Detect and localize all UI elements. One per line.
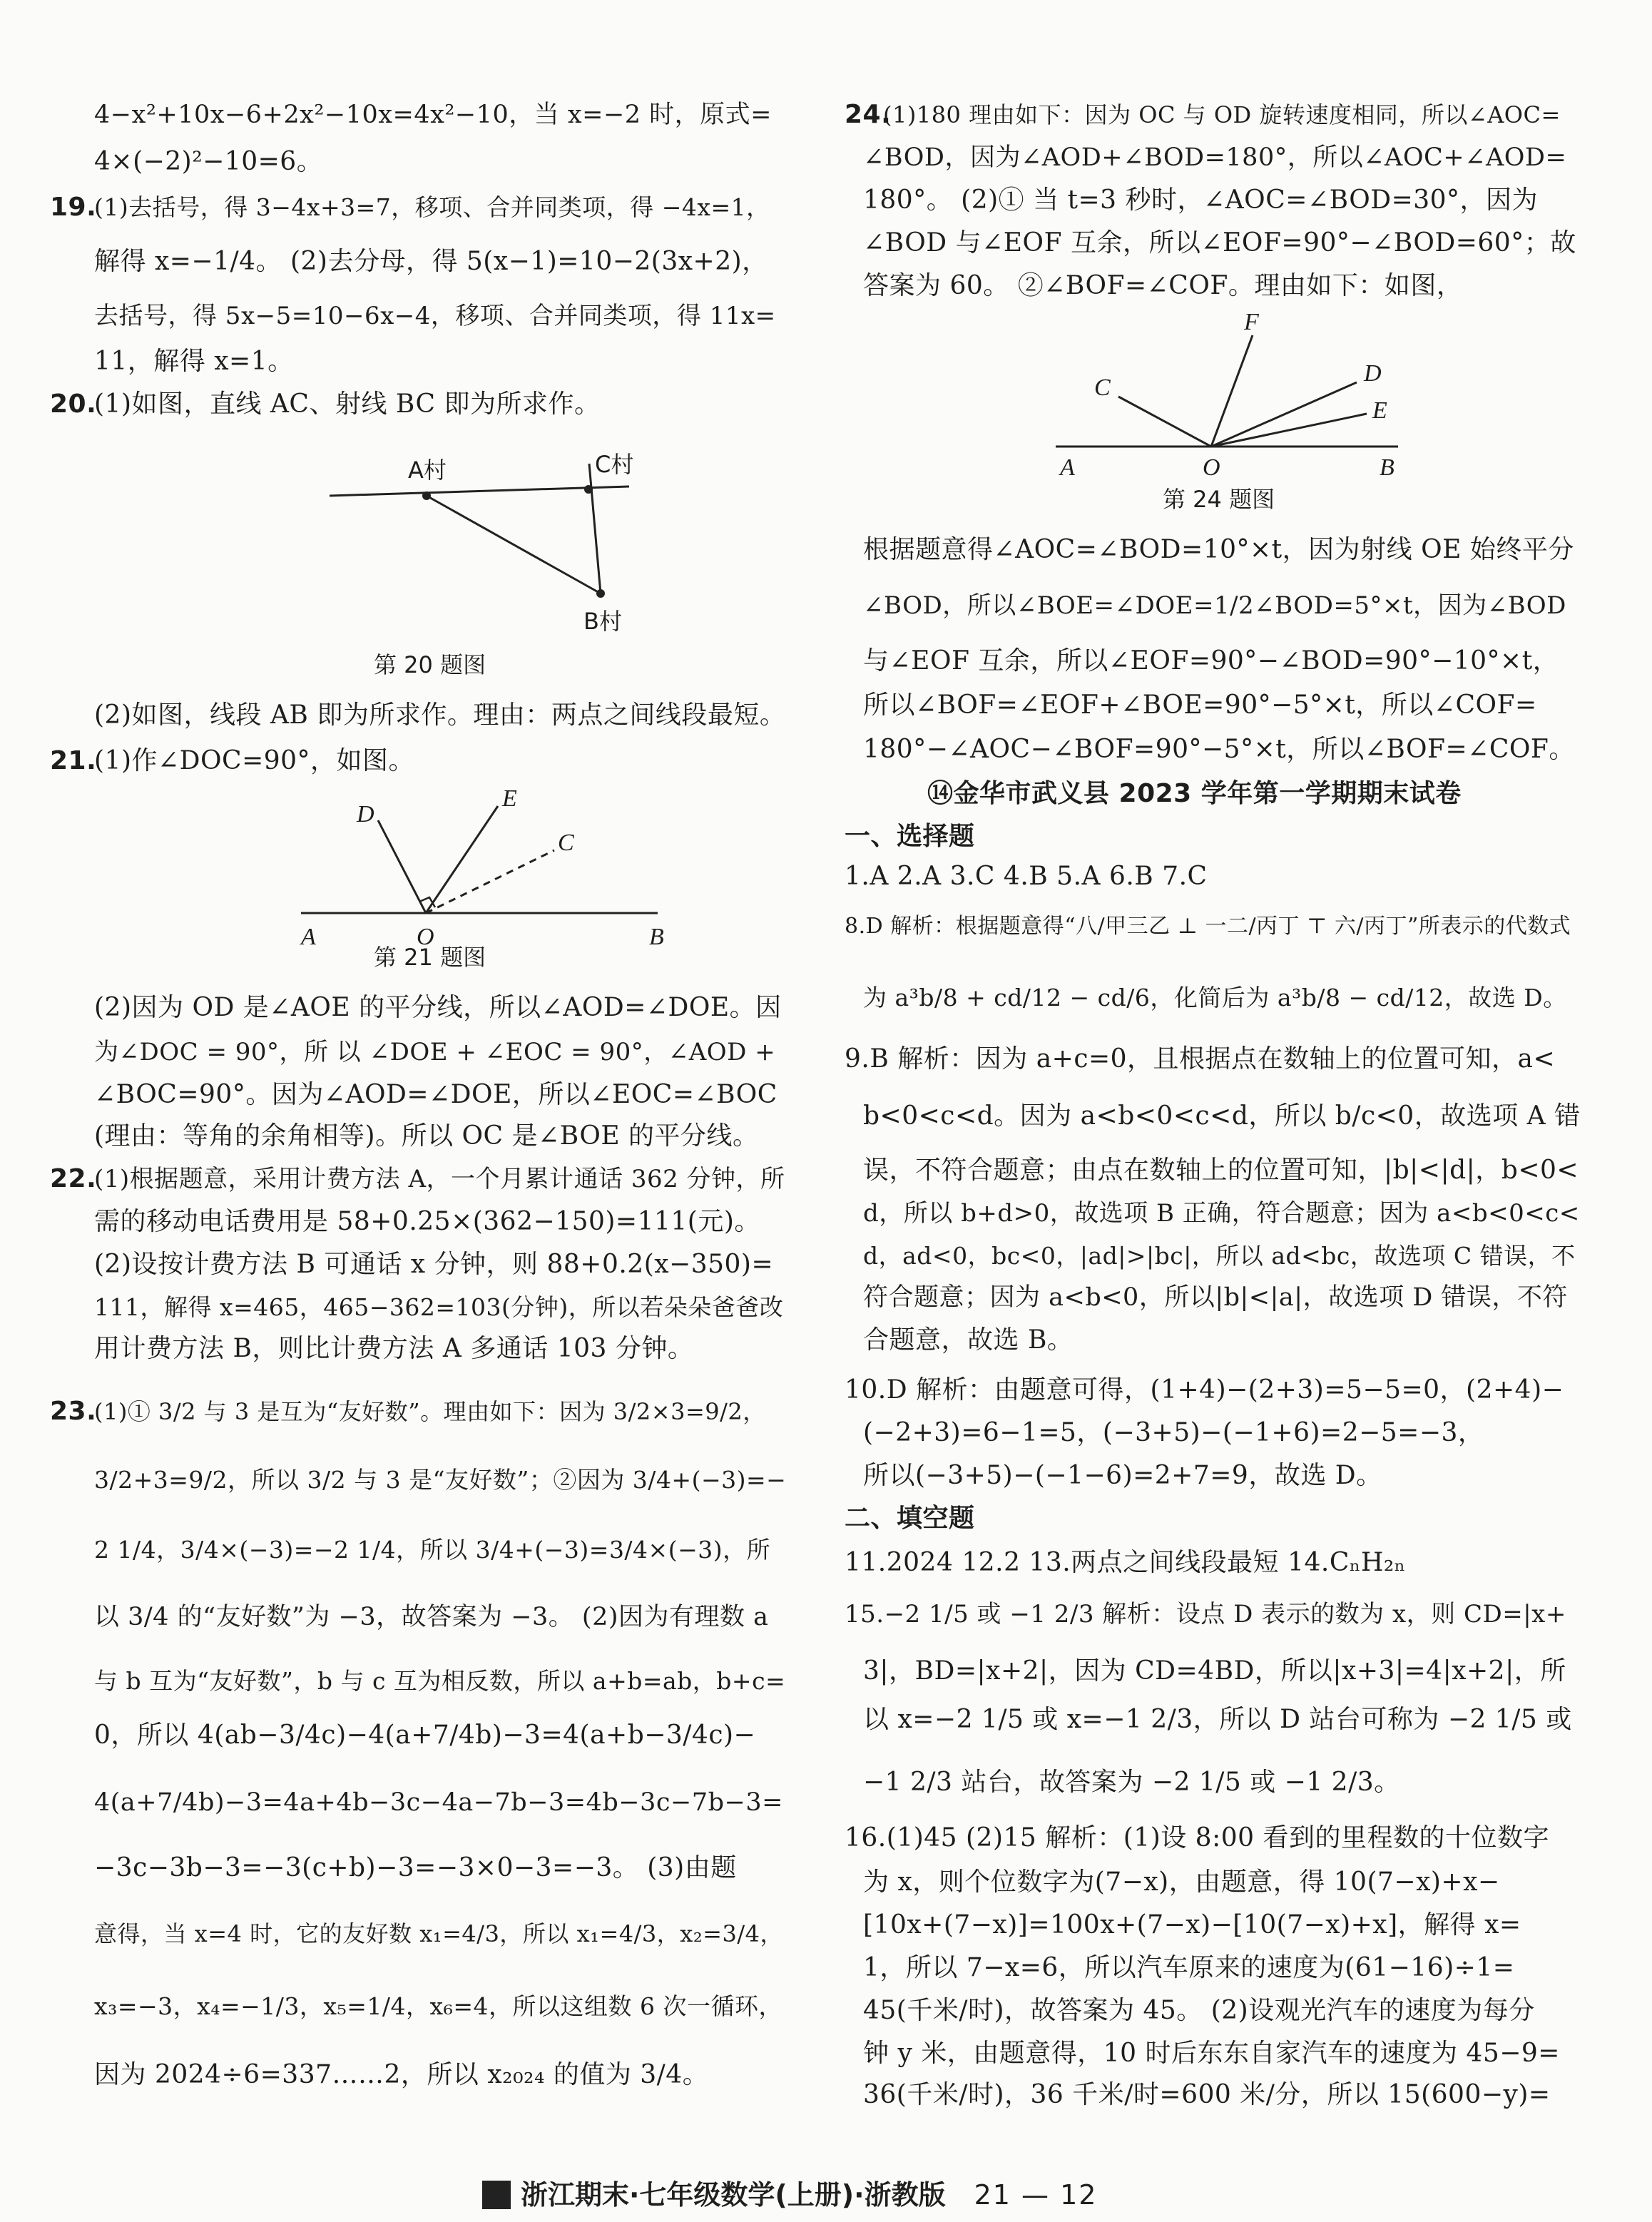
text-line: 符合题意；因为 a<b<0，所以|b|<|a|，故选项 D 错误，不符 xyxy=(863,1283,1568,1312)
text-line: 答案为 60。 ②∠BOF=∠COF。理由如下：如图， xyxy=(863,271,1463,300)
text-line: 180°−∠AOC−∠BOF=90°−5°×t，所以∠BOF=∠COF。 xyxy=(863,735,1575,764)
ray-of xyxy=(1211,335,1253,447)
question-number: 21. xyxy=(50,746,97,775)
text-line: 钟 y 米，由题意得，10 时后东东自家汽车的速度为 45−9= xyxy=(863,2039,1560,2068)
text-line: 误，不符合题意；由点在数轴上的位置可知，|b|<|d|，b<0< xyxy=(863,1156,1579,1185)
text-line: 0，所以 4(ab−3/4c)−4(a+7/4b)−3=4(a+b−3/4c)− xyxy=(94,1721,756,1750)
text-line: −1 2/3 站台，故答案为 −2 1/5 或 −1 2/3。 xyxy=(863,1768,1400,1797)
ray-oe xyxy=(1211,414,1367,447)
text-line: 15.−2 1/5 或 −1 2/3 解析：设点 D 表示的数为 x，则 CD=|x+ xyxy=(845,1600,1566,1629)
text-line: (1)① 3/2 与 3 是互为“友好数”。理由如下：因为 3/2×3=9/2， xyxy=(94,1398,766,1425)
text-line: 45(千米/时)，故答案为 45。 (2)设观光汽车的速度为每分 xyxy=(863,1996,1535,2025)
text-line: (1)根据题意，采用计费方法 A，一个月累计通话 362 分钟，所 xyxy=(94,1165,785,1193)
text-line: 1，所以 7−x=6，所以汽车原来的速度为(61−16)÷1= xyxy=(863,1953,1515,1982)
text-line: 因为 2024÷6=337……2，所以 x₂₀₂₄ 的值为 3/4。 xyxy=(94,2060,709,2089)
text-line: 1.A 2.A 3.C 4.B 5.A 6.B 7.C xyxy=(845,862,1208,891)
line-ac xyxy=(330,486,629,496)
text-line: 8.D 解析：根据题意得“八/甲三乙 ⊥ 一二/丙丁 ⊤ 六/丙丁”所表示的代数式 xyxy=(845,914,1571,939)
text-line: 16.(1)45 (2)15 解析：(1)设 8:00 看到的里程数的十位数字 xyxy=(845,1823,1549,1852)
label-b-village: B村 xyxy=(583,608,622,635)
label-f: F xyxy=(1244,309,1259,335)
text-line: 意得，当 x=4 时，它的友好数 x₁=4/3，所以 x₁=4/3，x₂=3/4， xyxy=(94,1920,783,1947)
label-d: D xyxy=(1364,360,1382,387)
label-c-village: C村 xyxy=(595,451,634,478)
text-line: d，所以 b+d>0，故选项 B 正确，符合题意；因为 a<b<0<c< xyxy=(863,1199,1580,1228)
text-line: (2)因为 OD 是∠AOE 的平分线，所以∠AOD=∠DOE。因 xyxy=(94,993,782,1022)
question-number: 23. xyxy=(50,1397,97,1426)
text-line: 11.2024 12.2 13.两点之间线段最短 14.CₙH₂ₙ xyxy=(845,1548,1406,1577)
text-line: (2)设按计费方法 B 可通话 x 分钟，则 88+0.2(x−350)= xyxy=(94,1250,774,1279)
text-line: 为∠DOC = 90°，所 以 ∠DOE + ∠EOC = 90°，∠AOD + xyxy=(94,1038,776,1066)
point-a xyxy=(422,491,431,500)
label-c: C xyxy=(1094,374,1111,401)
figure-24 xyxy=(1041,307,1412,485)
question-number: 19. xyxy=(50,193,97,222)
text-line: 所以∠BOF=∠EOF+∠BOE=90°−5°×t，所以∠COF= xyxy=(863,690,1537,720)
text-line: 2 1/4，3/4×(−3)=−2 1/4，所以 3/4+(−3)=3/4×(−3)，所 xyxy=(94,1536,771,1564)
text-line: 9.B 解析：因为 a+c=0，且根据点在数轴上的位置可知，a< xyxy=(845,1044,1556,1074)
text-line: 合题意，故选 B。 xyxy=(863,1325,1074,1355)
text-line: 3|，BD=|x+2|，因为 CD=4BD，所以|x+3|=4|x+2|，所 xyxy=(863,1656,1566,1686)
label-b: B xyxy=(1380,454,1394,481)
text-line: ∠BOD 与∠EOF 互余，所以∠EOF=90°−∠BOD=60°；故 xyxy=(863,228,1576,258)
text-line: 解得 x=−1/4。 (2)去分母，得 5(x−1)=10−2(3x+2)， xyxy=(94,247,768,276)
text-line: 3/2+3=9/2，所以 3/2 与 3 是“友好数”；②因为 3/4+(−3)=− xyxy=(94,1466,787,1494)
ray-oc xyxy=(1118,397,1211,447)
text-line: 用计费方法 B，则比计费方法 A 多通话 103 分钟。 xyxy=(94,1334,694,1363)
ray-od xyxy=(378,820,426,913)
figure-24-caption: 第 24 题图 xyxy=(1163,486,1275,513)
question-number: 20. xyxy=(50,389,97,419)
text-line: 180°。 (2)① 当 t=3 秒时，∠AOC=∠BOD=30°，因为 xyxy=(863,185,1539,215)
footer-square-icon xyxy=(482,2181,511,2209)
point-b xyxy=(596,589,605,598)
text-line: 去括号，得 5x−5=10−6x−4，移项、合并同类项，得 11x= xyxy=(94,302,776,330)
ray-oe xyxy=(426,806,498,913)
text-line: (1)180 理由如下：因为 OC 与 OD 旋转速度相同，所以∠AOC= xyxy=(883,101,1561,128)
segment-ab xyxy=(427,496,601,593)
exam-title: ⑭金华市武义县 2023 学年第一学期期末试卷 xyxy=(927,779,1462,808)
text-line: (1)去括号，得 3−4x+3=7，移项、合并同类项，得 −4x=1， xyxy=(94,193,770,221)
label-b: B xyxy=(649,924,664,949)
text-line: ∠BOD，所以∠BOE=∠DOE=1/2∠BOD=5°×t，因为∠BOD xyxy=(863,591,1566,620)
figure-20-caption: 第 20 题图 xyxy=(374,651,486,678)
text-line: 与∠EOF 互余，所以∠EOF=90°−∠BOD=90°−10°×t， xyxy=(863,646,1559,676)
ray-od xyxy=(1211,382,1357,447)
text-line: −3c−3b−3=−3(c+b)−3=−3×0−3=−3。 (3)由题 xyxy=(94,1853,737,1882)
question-number: 22. xyxy=(50,1164,97,1193)
section-heading: 二、填空题 xyxy=(845,1504,975,1533)
text-line: 4×(−2)²−10=6。 xyxy=(94,147,323,176)
figure-21 xyxy=(272,785,672,949)
label-a-village: A村 xyxy=(408,457,447,484)
text-line: 以 3/4 的“友好数”为 −3，故答案为 −3。 (2)因为有理数 a xyxy=(94,1603,769,1631)
label-c: C xyxy=(558,830,574,856)
label-o: O xyxy=(417,924,434,949)
text-line: ∠BOD，因为∠AOD+∠BOD=180°，所以∠AOC+∠AOD= xyxy=(863,143,1567,172)
text-line: x₃=−3，x₄=−1/3，x₅=1/4，x₆=4，所以这组数 6 次一循环， xyxy=(94,1992,782,2020)
section-heading: 一、选择题 xyxy=(845,822,975,851)
page-footer xyxy=(482,2176,1138,2214)
text-line: 与 b 互为“友好数”，b 与 c 互为相反数，所以 a+b=ab，b+c= xyxy=(94,1667,786,1695)
figure-20 xyxy=(308,442,679,649)
text-line: 36(千米/时)，36 千米/时=600 米/分，所以 15(600−y)= xyxy=(863,2080,1551,2109)
text-line: 根据题意得∠AOC=∠BOD=10°×t，因为射线 OE 始终平分 xyxy=(863,535,1574,564)
text-line: 为 a³b/8 + cd/12 − cd/6，化简后为 a³b/8 − cd/12，故选 D。 xyxy=(863,984,1567,1011)
text-line: (−2+3)=6−1=5，(−3+5)−(−1+6)=2−5=−3， xyxy=(863,1418,1484,1447)
footer-title: 浙江期末·七年级数学(上册)·浙教版 xyxy=(521,2179,946,2211)
text-line: 需的移动电话费用是 58+0.25×(362−150)=111(元)。 xyxy=(94,1207,760,1236)
text-line: (1)如图，直线 AC、射线 BC 即为所求作。 xyxy=(94,389,601,419)
page-number: 21 — 12 xyxy=(974,2179,1098,2211)
text-line: 为 x，则个位数字为(7−x)，由题意，得 10(7−x)+x− xyxy=(863,1867,1500,1897)
label-o: O xyxy=(1203,454,1220,481)
text-line: 以 x=−2 1/5 或 x=−1 2/3，所以 D 站台可称为 −2 1/5 或 xyxy=(863,1705,1572,1734)
text-line: (1)作∠DOC=90°，如图。 xyxy=(94,746,415,775)
ray-bc xyxy=(589,464,601,593)
text-line: ∠BOC=90°。因为∠AOD=∠DOE，所以∠EOC=∠BOC xyxy=(94,1080,777,1109)
point-c xyxy=(584,485,593,494)
label-e: E xyxy=(1372,397,1387,424)
question-number: 24. xyxy=(845,100,892,129)
text-line: 11，解得 x=1。 xyxy=(94,347,294,376)
text-line: (2)如图，线段 AB 即为所求作。理由：两点之间线段最短。 xyxy=(94,700,786,730)
label-d: D xyxy=(357,801,374,827)
text-line: 4−x²+10x−6+2x²−10x=4x²−10，当 x=−2 时，原式= xyxy=(94,101,772,129)
text-line: (理由：等角的余角相等)。所以 OC 是∠BOE 的平分线。 xyxy=(94,1121,759,1151)
label-a: A xyxy=(1060,454,1075,481)
ray-oc xyxy=(426,850,554,913)
label-e: E xyxy=(502,785,517,812)
text-line: 4(a+7/4b)−3=4a+4b−3c−4a−7b−3=4b−3c−7b−3= xyxy=(94,1788,783,1817)
text-line: 10.D 解析：由题意可得，(1+4)−(2+3)=5−5=0，(2+4)− xyxy=(845,1375,1564,1405)
text-line: d，ad<0，bc<0，|ad|>|bc|，所以 ad<bc，故选项 C 错误，不 xyxy=(863,1242,1576,1270)
figure-21-caption: 第 21 题图 xyxy=(374,944,486,971)
text-line: 111，解得 x=465，465−362=103(分钟)，所以若朵朵爸爸改 xyxy=(94,1293,784,1321)
text-line: 所以(−3+5)−(−1−6)=2+7=9，故选 D。 xyxy=(863,1461,1382,1490)
label-a: A xyxy=(301,924,316,949)
text-line: [10x+(7−x)]=100x+(7−x)−[10(7−x)+x]，解得 x= xyxy=(863,1910,1521,1940)
text-line: b<0<c<d。因为 a<b<0<c<d，所以 b/c<0，故选项 A 错 xyxy=(863,1101,1581,1131)
